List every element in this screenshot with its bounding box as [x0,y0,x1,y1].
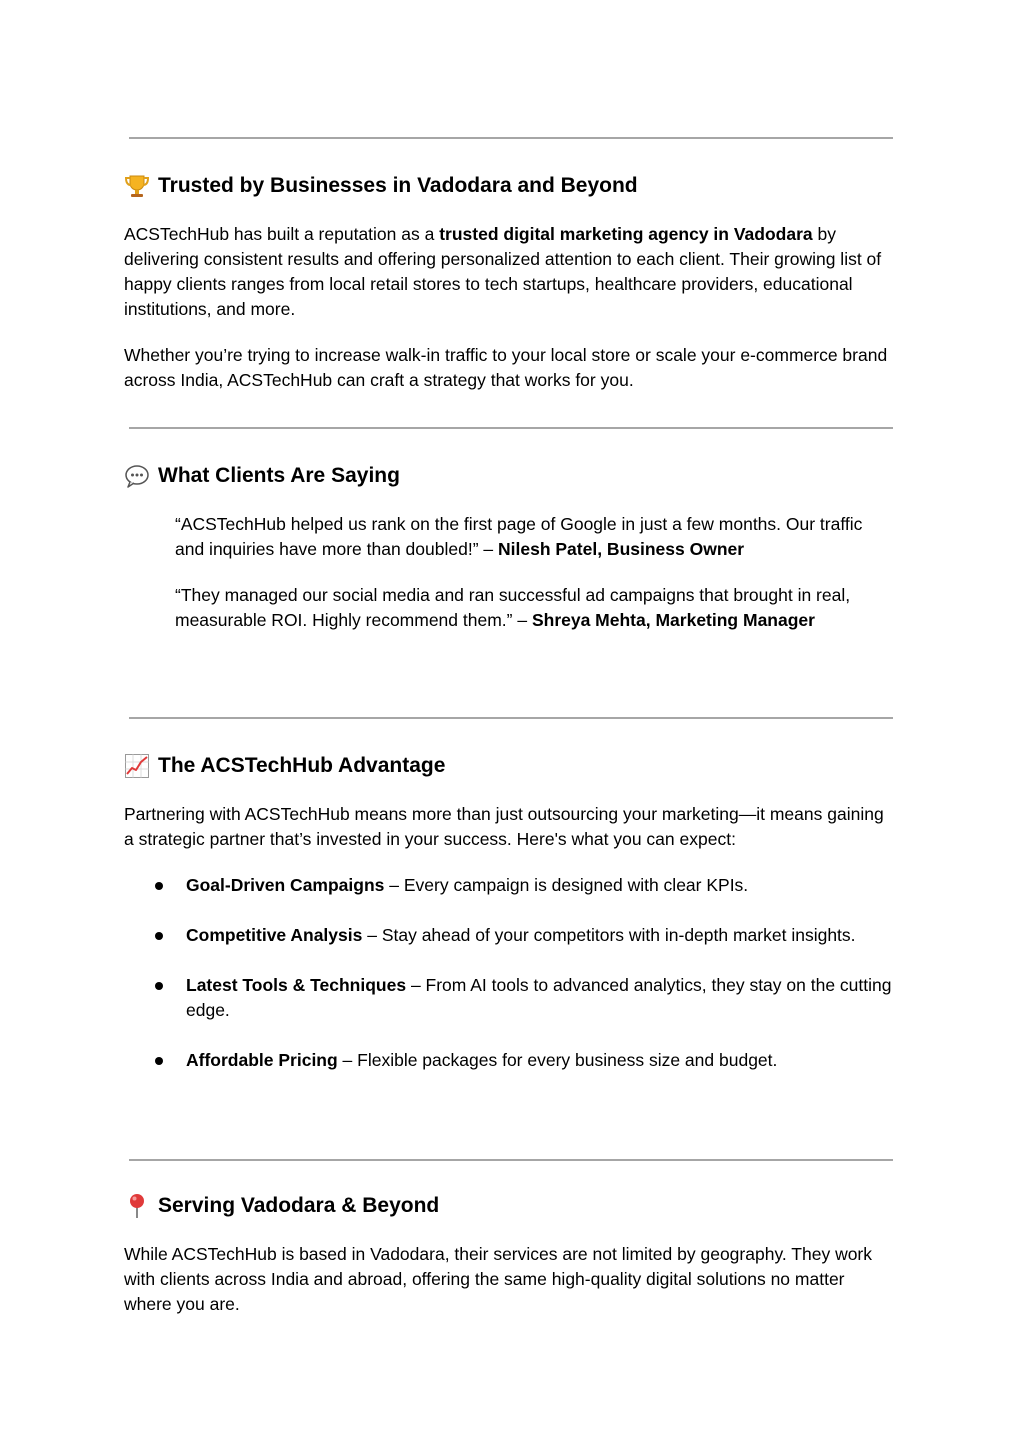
bullet-icon [155,882,163,890]
section-title: What Clients Are Saying [158,464,400,487]
text: – Every campaign is designed with clear KPIs. [384,875,749,895]
text: – Stay ahead of your competitors with in-depth market insights. [362,925,856,945]
round-pushpin-icon [124,1193,150,1219]
section-trusted [124,172,896,393]
quote-author: Nilesh Patel, Business Owner [498,539,745,559]
speech-bubble-icon [124,463,150,489]
bold-text: Affordable Pricing [186,1050,338,1070]
section-serving [124,1192,896,1317]
divider [129,717,893,719]
list-item [124,1048,896,1073]
quote-author: Shreya Mehta, Marketing Manager [531,610,815,630]
section-heading [124,752,896,780]
divider [129,1159,893,1161]
list-item [124,973,896,1023]
paragraph: While ACSTechHub is based in Vadodara, their services are not limited by geography. They work with clients across India and abroad, offering the same high-quality digital solutions no matter where you are. [124,1244,873,1314]
bullet-icon [155,1057,163,1065]
testimonial [175,512,865,562]
bold-text: Goal-Driven Campaigns [186,875,385,895]
paragraph: Whether you’re trying to increase walk-in traffic to your local store or scale your e-commerce brand across India, ACSTechHub can craft a strategy that works for you. [124,345,888,390]
bullet-icon [155,932,163,940]
chart-increasing-icon [124,753,150,779]
section-title: Serving Vadodara & Beyond [158,1194,440,1217]
paragraph: Partnering with ACSTechHub means more than just outsourcing your marketing—it means gaining a strategic partner that’s invested in your success. Here's what you can expect: [124,804,884,849]
quote-text: “They managed our social media and ran successful ad campaigns that brought in real, measurable ROI. Highly recommend them.” – [175,585,851,630]
bold-text: Latest Tools & Techniques [186,975,407,995]
section-clients [124,462,896,633]
divider [129,427,893,429]
section-title: The ACSTechHub Advantage [158,754,446,777]
quote-text: “ACSTechHub helped us rank on the first page of Google in just a few months. Our traffic and inquiries have more than doubled!” – [175,514,863,559]
divider [129,137,893,139]
section-heading [124,462,896,490]
list-item [124,923,896,948]
advantage-list [124,873,896,1073]
text: – Flexible packages for every business size and budget. [337,1050,778,1070]
section-heading [124,1192,896,1220]
testimonial [175,583,865,633]
text: by delivering consistent results and offering personalized attention to each client. Their growing list of happy clients ranges from local retail stores to tech startups, healthcare providers, educational institutions, and more. [124,224,882,319]
list-item [124,873,896,898]
paragraph [124,222,896,322]
section-advantage [124,752,896,1073]
bold-text: trusted digital marketing agency in Vadodara [439,224,813,244]
text: – From AI tools to advanced analytics, they stay on the cutting edge. [186,975,892,1020]
section-title: Trusted by Businesses in Vadodara and Beyond [158,174,638,197]
section-heading [124,172,896,200]
bullet-icon [155,982,163,990]
bold-text: Competitive Analysis [186,925,363,945]
text: ACSTechHub has built a reputation as a [124,224,440,244]
trophy-icon [124,173,150,199]
